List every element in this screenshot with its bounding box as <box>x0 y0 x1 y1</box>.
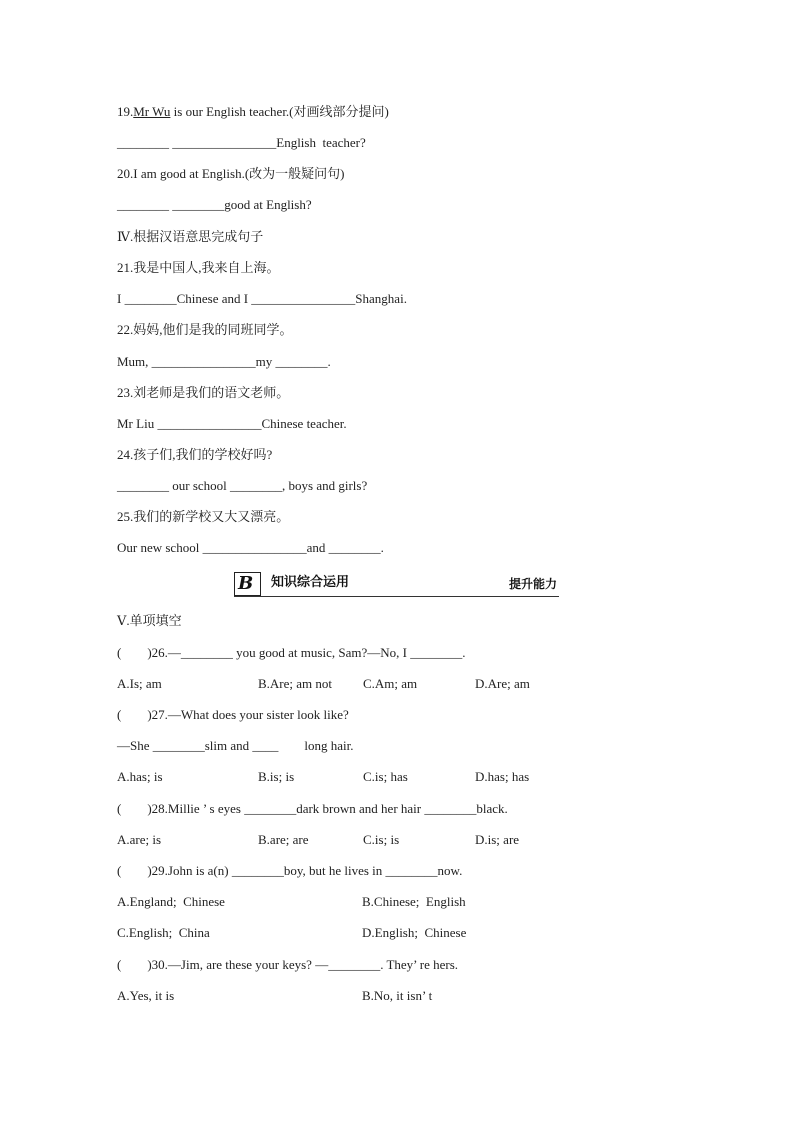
q26-option-b: B.Are; am not <box>258 676 333 691</box>
q28-option-a: A.are; is <box>117 832 162 847</box>
question-30: ( )30.—Jim, are these your keys? —________. They’ re hers. <box>117 957 459 972</box>
q19-underlined-phrase: Mr Wu <box>133 104 171 119</box>
q28-option-d: D.is; are <box>475 832 520 847</box>
q27-second-line: —She ________slim and ____ long hair. <box>117 738 354 753</box>
q24-answer-line: ________ our school ________, boys and girls? <box>117 478 368 493</box>
banner-title: 知识综合运用 <box>271 575 350 590</box>
q23-answer-line: Mr Liu ________________Chinese teacher. <box>117 416 347 431</box>
q29-option-b: B.Chinese; English <box>362 894 466 909</box>
q19-answer-line: ________ ________________English teacher? <box>117 135 366 150</box>
question-24: 24.孩子们,我们的学校好吗? <box>117 447 273 462</box>
question-28: ( )28.Millie ’ s eyes ________dark brown and her hair ________black. <box>117 801 508 816</box>
q28-option-c: C.is; is <box>363 832 400 847</box>
question-26: ( )26.—________ you good at music, Sam?—No, I ________. <box>117 645 466 660</box>
q26-option-a: A.Is; am <box>117 676 162 691</box>
q26-option-d: D.Are; am <box>475 676 530 691</box>
question-21: 21.我是中国人,我来自上海。 <box>117 260 280 275</box>
q25-answer-line: Our new school ________________and ________. <box>117 540 384 555</box>
q27-option-b: B.is; is <box>258 769 295 784</box>
question-25: 25.我们的新学校又大又漂亮。 <box>117 509 290 524</box>
q29-option-d: D.English; Chinese <box>362 925 467 940</box>
banner-right-label: 提升能力 <box>508 577 557 591</box>
question-27: ( )27.—What does your sister look like? <box>117 707 349 722</box>
question-29: ( )29.John is a(n) ________boy, but he lives in ________now. <box>117 863 463 878</box>
q19-number: 19. <box>117 104 134 119</box>
question-22: 22.妈妈,他们是我的同班同学。 <box>117 322 293 337</box>
section-4-title: Ⅳ.根据汉语意思完成句子 <box>117 229 264 244</box>
question-20: 20.I am good at English.(改为一般疑问句) <box>117 166 345 181</box>
q27-option-d: D.has; has <box>475 769 530 784</box>
q20-answer-line: ________ ________good at English? <box>117 197 312 212</box>
q29-option-a: A.England; Chinese <box>117 894 225 909</box>
q21-answer-line: I ________Chinese and I ________________Shanghai. <box>117 291 407 306</box>
q26-option-c: C.Am; am <box>363 676 418 691</box>
banner-rule <box>234 596 559 597</box>
q22-answer-line: Mum, ________________my ________. <box>117 354 331 369</box>
question-23: 23.刘老师是我们的语文老师。 <box>117 385 290 400</box>
q30-option-a: A.Yes, it is <box>117 988 175 1003</box>
q28-option-b: B.are; are <box>258 832 309 847</box>
q27-option-a: A.has; is <box>117 769 163 784</box>
q30-option-b: B.No, it isn’ t <box>362 988 433 1003</box>
b-logo-icon: B <box>234 572 261 596</box>
section-5-title: Ⅴ.单项填空 <box>117 613 182 628</box>
section-b-banner <box>234 571 559 598</box>
q29-option-c: C.English; China <box>117 925 210 940</box>
question-19 <box>117 104 389 120</box>
q19-text: is our English teacher.(对画线部分提问) <box>170 104 389 119</box>
q27-option-c: C.is; has <box>363 769 408 784</box>
